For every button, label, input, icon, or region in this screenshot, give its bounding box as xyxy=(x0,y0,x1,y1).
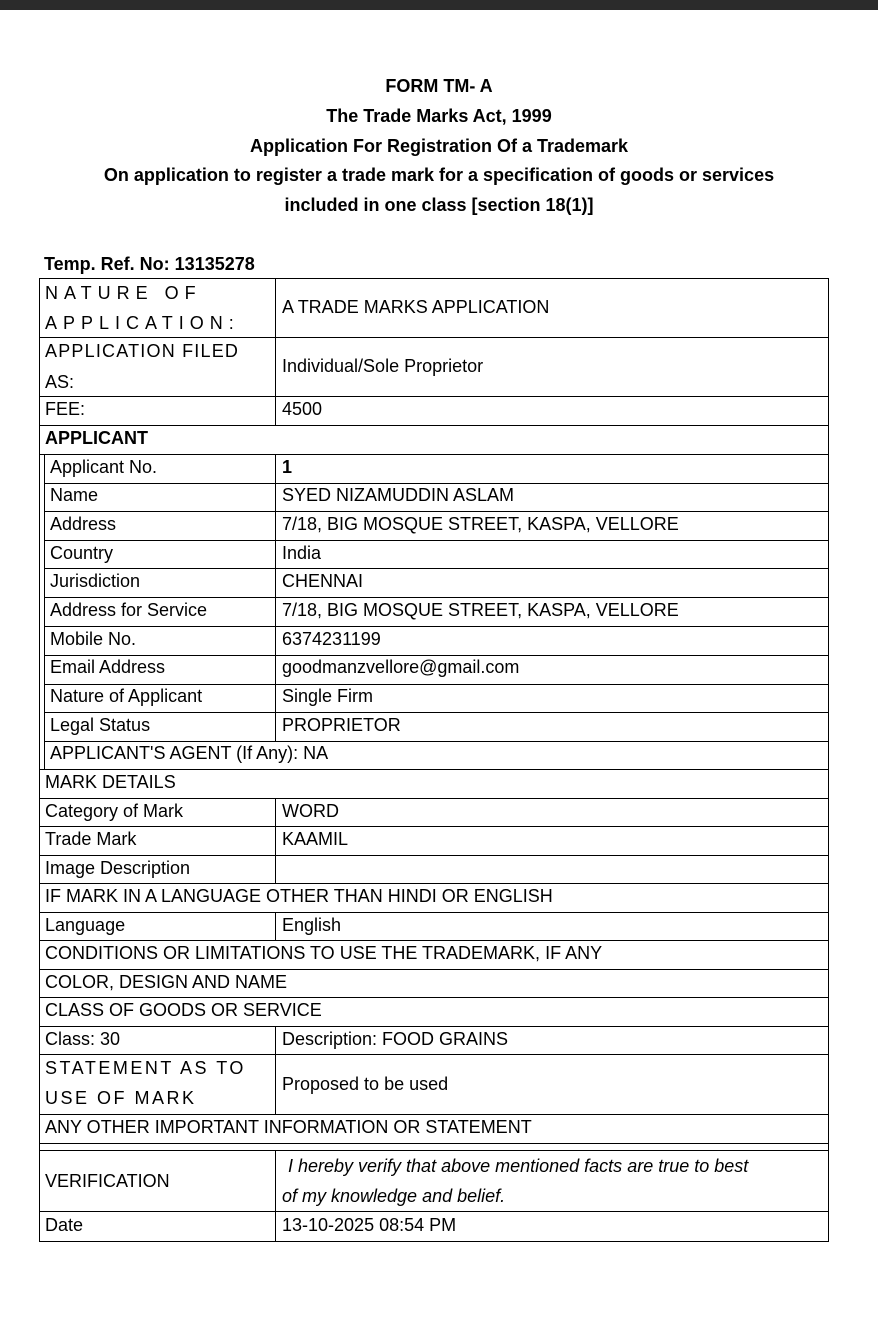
email-value: goodmanzvellore@gmail.com xyxy=(282,657,520,677)
statement-label-2: USE OF MARK xyxy=(45,1088,197,1108)
nature-of-applicant-value: Single Firm xyxy=(282,686,374,706)
nature-value: A TRADE MARKS APPLICATION xyxy=(282,297,550,317)
top-bar xyxy=(0,0,878,10)
address-for-service-value: 7/18, BIG MOSQUE STREET, KASPA, VELLORE xyxy=(282,600,679,620)
filed-as-label: APPLICATION FILED xyxy=(45,341,240,361)
category-of-mark-label: Category of Mark xyxy=(45,801,184,821)
trade-mark-label: Trade Mark xyxy=(45,829,137,849)
language-heading: IF MARK IN A LANGUAGE OTHER THAN HINDI OR ENGLISH xyxy=(45,886,553,906)
applicant-no-label: Applicant No. xyxy=(50,457,158,477)
name-label: Name xyxy=(50,485,99,505)
name-value: SYED NIZAMUDDIN ASLAM xyxy=(282,485,515,505)
class-heading: CLASS OF GOODS OR SERVICE xyxy=(45,1000,322,1020)
legal-status-value: PROPRIETOR xyxy=(282,715,401,735)
address-label: Address xyxy=(50,514,117,534)
application-title: Application For Registration Of a Trademark xyxy=(249,136,629,156)
country-value: India xyxy=(282,543,322,563)
mobile-value: 6374231199 xyxy=(282,629,381,649)
statement-label: STATEMENT AS TO xyxy=(45,1058,246,1078)
conditions-heading: CONDITIONS OR LIMITATIONS TO USE THE TRADEMARK, IF ANY xyxy=(45,943,603,963)
email-label: Email Address xyxy=(50,657,166,677)
country-label: Country xyxy=(50,543,114,563)
filed-as-value: Individual/Sole Proprietor xyxy=(282,356,484,376)
nature-label-2: APPLICATION: xyxy=(45,313,240,333)
address-for-service-label: Address for Service xyxy=(50,600,208,620)
category-of-mark-value: WORD xyxy=(282,801,339,821)
fee-label: FEE: xyxy=(45,399,86,419)
form-title: FORM TM- A xyxy=(385,76,493,96)
temp-ref-number: Temp. Ref. No: 13135278 xyxy=(44,254,255,274)
address-value: 7/18, BIG MOSQUE STREET, KASPA, VELLORE xyxy=(282,514,679,534)
trade-mark-value: KAAMIL xyxy=(282,829,349,849)
mark-details-heading: MARK DETAILS xyxy=(45,772,176,792)
act-title: The Trade Marks Act, 1999 xyxy=(326,106,552,126)
filed-as-label-2: AS: xyxy=(45,372,75,392)
application-subtitle: On application to register a trade mark for a specification of goods or services xyxy=(103,165,775,185)
jurisdiction-value: CHENNAI xyxy=(282,571,364,591)
date-value: 13-10-2025 08:54 PM xyxy=(282,1215,457,1235)
nature-label: NATURE OF xyxy=(45,283,202,303)
verification-text-2: of my knowledge and belief. xyxy=(282,1186,506,1206)
fee-value: 4500 xyxy=(282,399,323,419)
mobile-label: Mobile No. xyxy=(50,629,137,649)
application-subtitle-2: included in one class [section 18(1)] xyxy=(284,195,594,215)
other-info-heading: ANY OTHER IMPORTANT INFORMATION OR STATEMENT xyxy=(45,1117,532,1137)
verification-text: I hereby verify that above mentioned facts are true to best xyxy=(288,1156,749,1176)
applicant-heading: APPLICANT xyxy=(45,428,148,448)
class-description: Description: FOOD GRAINS xyxy=(282,1029,509,1049)
image-description-label: Image Description xyxy=(45,858,191,878)
color-design-heading: COLOR, DESIGN AND NAME xyxy=(45,972,288,992)
class-label: Class: 30 xyxy=(45,1029,121,1049)
legal-status-label: Legal Status xyxy=(50,715,151,735)
statement-value: Proposed to be used xyxy=(282,1074,449,1094)
nature-of-applicant-label: Nature of Applicant xyxy=(50,686,203,706)
language-label: Language xyxy=(45,915,126,935)
jurisdiction-label: Jurisdiction xyxy=(50,571,141,591)
verification-label: VERIFICATION xyxy=(45,1171,170,1191)
language-value: English xyxy=(282,915,342,935)
applicant-agent: APPLICANT'S AGENT (If Any): NA xyxy=(50,743,329,763)
date-label: Date xyxy=(45,1215,84,1235)
applicant-no-value: 1 xyxy=(282,457,293,477)
